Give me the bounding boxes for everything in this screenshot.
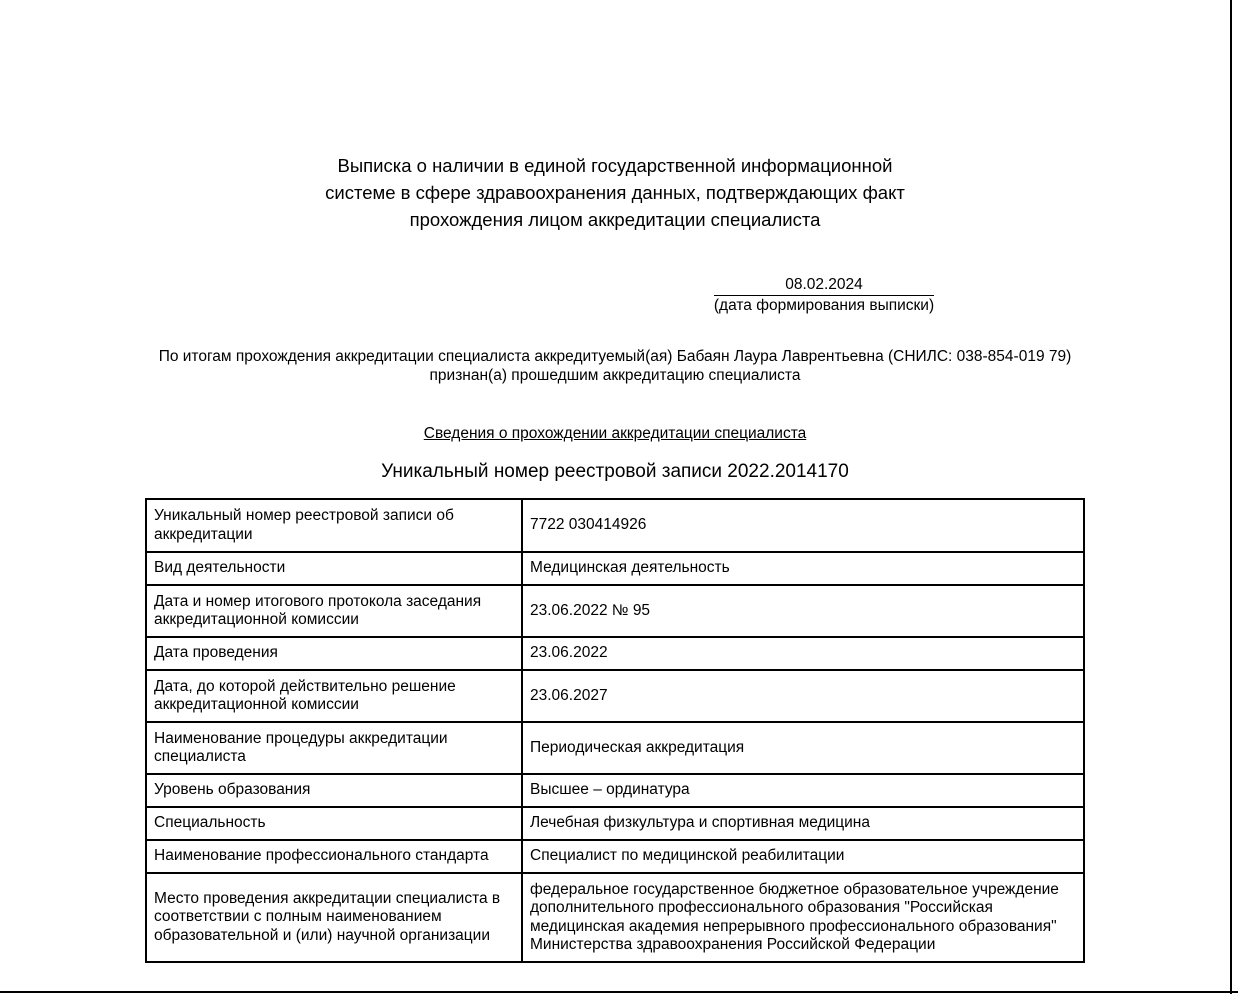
value-line: Медицинская деятельность [530,559,730,577]
row-label [146,670,522,722]
value-line: 23.06.2022 № 95 [530,601,651,619]
value-line: 7722 030414926 [530,516,647,534]
row-label [146,585,522,637]
issue-date: 08.02.2024 [714,276,934,296]
title-line: системе в сфере здравоохранения данных, подтверждающих факт [325,182,905,203]
label-line: Дата, до которой действительно решение [154,677,456,695]
row-label [146,722,522,774]
row-label [146,552,522,585]
label-line: соответствии с полным наименованием [154,908,442,926]
row-label [146,807,522,840]
value-line: дополнительного профессионального образования "Российская [530,899,993,916]
label-line: Дата и номер итогового протокола заседания [154,592,482,610]
title-line: Выписка о наличии в единой государственной информационной [337,155,893,176]
issue-date-block [710,276,938,316]
label-line: Место проведения аккредитации специалиста в [154,889,501,907]
page-edge-right [1230,0,1232,994]
registry-number-heading: Уникальный номер реестровой записи 2022.2014170 [381,461,849,482]
value-line: медицинская академия непрерывного профессионального образования" [530,917,1057,935]
table-row [146,637,1084,670]
section-heading: Сведения о прохождении аккредитации специалиста [423,425,807,442]
row-value [522,840,1084,873]
row-label [146,774,522,807]
table-row [146,670,1084,722]
table-row [146,840,1084,873]
value-line: Министерства здравоохранения Российской Федерации [530,936,936,953]
row-value [522,552,1084,585]
label-line: Уровень образования [154,781,311,799]
label-line: образовательной и (или) научной организации [154,926,490,944]
row-value [522,585,1084,637]
label-line: Специальность [154,814,266,832]
row-value [522,722,1084,774]
label-line: Вид деятельности [154,559,286,577]
row-label [146,840,522,873]
result-line: По итогам прохождения аккредитации специалиста аккредитуемый(ая) Бабаян Лаура Лаврентьевна (СНИЛС: 038-854-019 79) [158,348,1072,365]
table-row [146,499,1084,552]
page-edge-bottom [0,991,1238,993]
row-label [146,637,522,670]
title-line: прохождения лицом аккредитации специалиста [409,209,821,230]
row-label [146,873,522,962]
value-line: 23.06.2027 [530,686,608,704]
label-line: Наименование процедуры аккредитации [154,729,448,747]
label-line: аккредитации [154,525,253,543]
label-line: аккредитационной комиссии [154,696,359,713]
row-value [522,873,1084,962]
value-line: федеральное государственное бюджетное образовательное учреждение [530,880,1059,898]
value-line: Лечебная физкультура и спортивная медицина [530,814,870,832]
table-row [146,552,1084,585]
table-row [146,807,1084,840]
label-line: Уникальный номер реестровой записи об [154,507,454,524]
value-line: 23.06.2022 [530,644,608,662]
accreditation-result [130,347,1100,385]
row-value [522,807,1084,840]
label-line: аккредитационной комиссии [154,611,359,628]
accreditation-details-table [145,498,1085,963]
result-line: признан(а) прошедшим аккредитацию специалиста [429,367,801,384]
label-line: Дата проведения [154,644,278,662]
table-row [146,722,1084,774]
table-row [146,585,1084,637]
table-row [146,873,1084,962]
label-line: Наименование профессионального стандарта [154,847,489,865]
issue-date-caption: (дата формирования выписки) [713,297,935,314]
table-row [146,774,1084,807]
row-value [522,670,1084,722]
row-value [522,637,1084,670]
value-line: Периодическая аккредитация [530,738,745,756]
row-value [522,774,1084,807]
value-line: Высшее – ординатура [530,781,690,799]
value-line: Специалист по медицинской реабилитации [530,847,845,865]
label-line: специалиста [154,748,246,765]
document-title [265,152,965,233]
row-value [522,499,1084,552]
row-label [146,499,522,552]
